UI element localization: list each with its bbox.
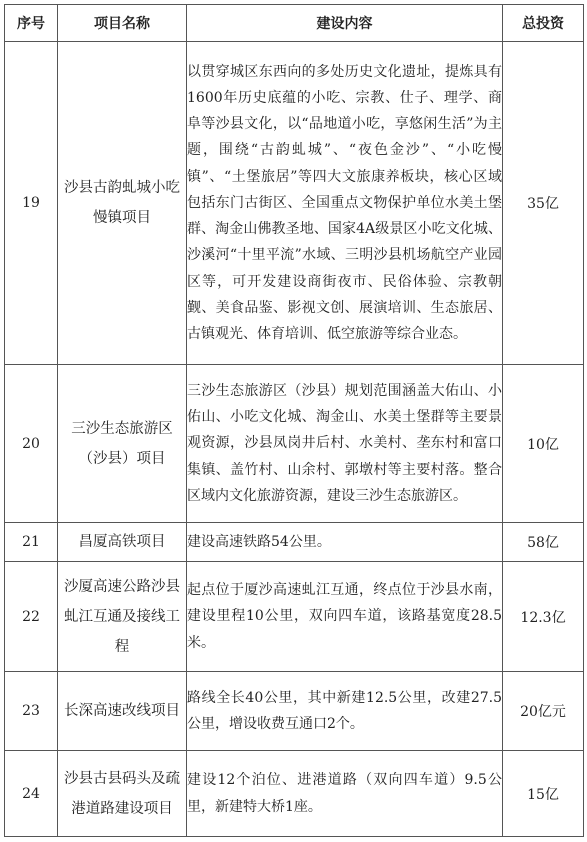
project-table (4, 4, 584, 837)
row-project-name: 沙县古韵虬城小吃慢镇项目 (58, 42, 187, 365)
table-row (5, 523, 584, 562)
row-investment: 15亿 (503, 751, 584, 837)
table-row (5, 42, 584, 365)
row-seq: 19 (5, 42, 58, 365)
row-seq: 21 (5, 523, 58, 562)
row-content: 三沙生态旅游区（沙县）规划范围涵盖大佑山、小佑山、小吃文化城、淘金山、水美土堡群等主要景观资源，沙县凤岗井后村、水美村、垄东村和富口集镇、盖竹村、山余村、郭墩村等主要村落。整合区域内文化旅游资源，建设三沙生态旅游区。 (187, 365, 503, 523)
row-investment: 58亿 (503, 523, 584, 562)
row-project-name: 沙县古县码头及疏港道路建设项目 (58, 751, 187, 837)
row-seq: 24 (5, 751, 58, 837)
table-row (5, 672, 584, 751)
row-project-name: 三沙生态旅游区（沙县）项目 (58, 365, 187, 523)
row-content: 起点位于厦沙高速虬江互通，终点位于沙县水南，建设里程10公里，双向四车道，该路基宽度28.5米。 (187, 562, 503, 672)
row-seq: 22 (5, 562, 58, 672)
row-project-name: 沙厦高速公路沙县虬江互通及接线工程 (58, 562, 187, 672)
table-row (5, 365, 584, 523)
row-investment: 20亿元 (503, 672, 584, 751)
table-header-row (5, 5, 584, 42)
table-row (5, 751, 584, 837)
row-seq: 20 (5, 365, 58, 523)
row-content: 建设12个泊位、进港道路（双向四车道）9.5公里，新建特大桥1座。 (187, 751, 503, 837)
row-content: 路线全长40公里，其中新建12.5公里，改建27.5公里，增设收费互通口2个。 (187, 672, 503, 751)
row-project-name: 昌厦高铁项目 (58, 523, 187, 562)
row-investment: 12.3亿 (503, 562, 584, 672)
row-content: 建设高速铁路54公里。 (187, 523, 503, 562)
row-project-name: 长深高速改线项目 (58, 672, 187, 751)
row-investment: 10亿 (503, 365, 584, 523)
row-investment: 35亿 (503, 42, 584, 365)
header-investment: 总投资 (503, 5, 584, 42)
table-row (5, 562, 584, 672)
row-seq: 23 (5, 672, 58, 751)
header-content: 建设内容 (187, 5, 503, 42)
header-name: 项目名称 (58, 5, 187, 42)
row-content: 以贯穿城区东西向的多处历史文化遗址，提炼具有1600年历史底蕴的小吃、宗教、仕子、理学、商阜等沙县文化，以“品地道小吃，享悠闲生活”为主题，围绕“古韵虬城”、“夜色金沙”、“小吃慢镇”、“土堡旅居”等四大文旅康养板块，核心区域包括东门古街区、全国重点文物保护单位水美土堡群、淘金山佛教圣地、国家4A级景区小吃文化城、沙溪河“十里平流”水域、三明沙县机场航空产业园区等，可开发建设商街夜市、民俗体验、宗教朝觐、美食品鉴、影视文创、展演培训、生态旅居、古镇观光、体育培训、低空旅游等综合业态。 (187, 42, 503, 365)
header-seq: 序号 (5, 5, 58, 42)
